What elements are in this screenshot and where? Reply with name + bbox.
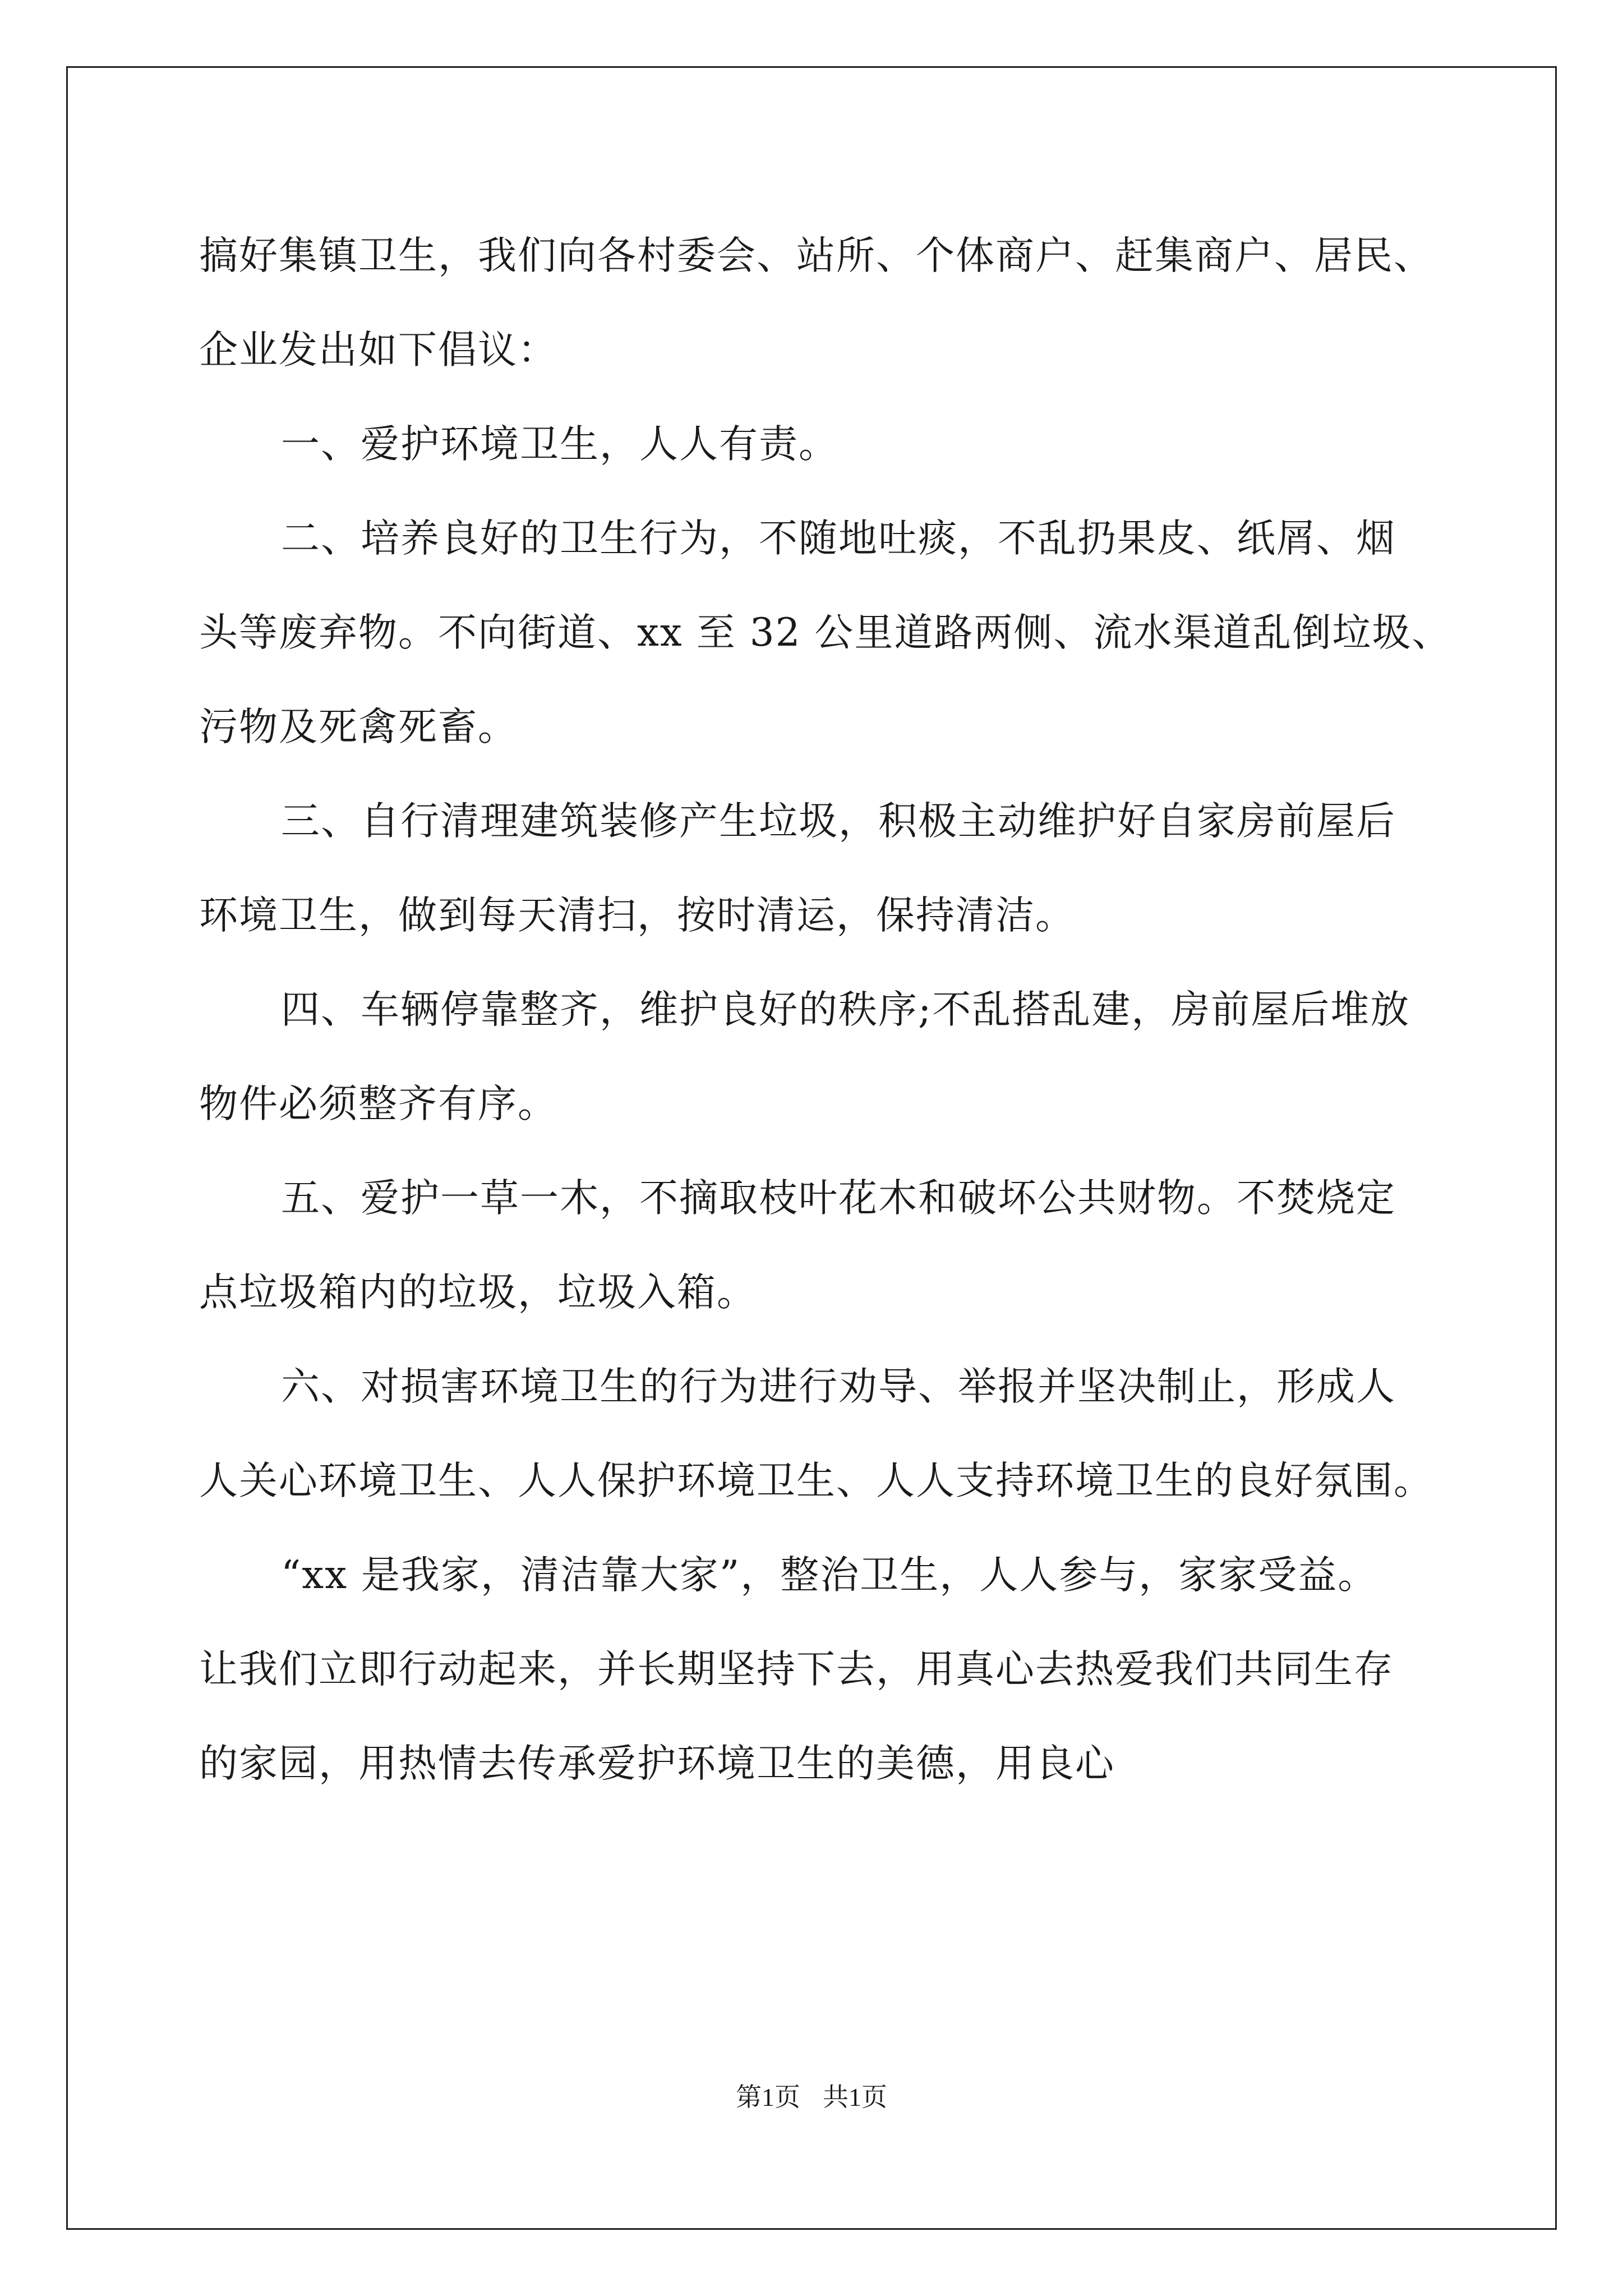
paragraph-item-5: 五、爱护一草一木，不摘取枝叶花木和破坏公共财物。不焚烧定 [281,1176,1396,1221]
paragraph-item-1: 一、爱护环境卫生，人人有责。 [281,422,838,467]
paragraph-item-2: 二、培养良好的卫生行为，不随地吐痰，不乱扔果皮、纸屑、烟 [281,516,1396,561]
text-line: 物件必须整齐有序。 [199,1082,557,1126]
text-line: 点垃圾箱内的垃圾，垃圾入箱。 [199,1270,757,1315]
paragraph-item-4: 四、车辆停靠整齐，维护良好的秩序;不乱搭乱建，房前屋后堆放 [281,987,1410,1032]
text-line: 环境卫生，做到每天清扫，按时清运，保持清洁。 [199,893,1075,938]
text-line: 企业发出如下倡议： [199,328,557,372]
text-line: 人关心环境卫生、人人保护环境卫生、人人支持环境卫生的良好氛围。 [199,1458,1433,1503]
document-body [199,209,1483,1811]
paragraph-item-3: 三、自行清理建筑装修产生垃圾，积极主动维护好自家房前屋后 [281,799,1396,844]
text-line: 头等废弃物。不向街道、xx 至 32 公里道路两侧、流水渠道乱倒垃圾、 [199,610,1452,655]
page-total: 共1页 [823,2083,887,2111]
text-line: 污物及死禽死畜。 [199,705,518,749]
paragraph-item-6: 六、对损害环境卫生的行为进行劝导、举报并坚决制止，形成人 [281,1364,1396,1409]
page-footer [0,2077,1623,2114]
closing-paragraph: “xx 是我家，清洁靠大家”，整治卫生，人人参与，家家受益。 [281,1553,1378,1598]
text-line: 的家园，用热情去传承爱护环境卫生的美德，用良心 [199,1741,1115,1786]
page-number: 第1页 [736,2083,800,2111]
text-line: 搞好集镇卫生，我们向各村委会、站所、个体商户、赶集商户、居民、 [199,233,1433,278]
text-line: 让我们立即行动起来，并长期坚持下去，用真心去热爱我们共同生存 [199,1647,1394,1692]
